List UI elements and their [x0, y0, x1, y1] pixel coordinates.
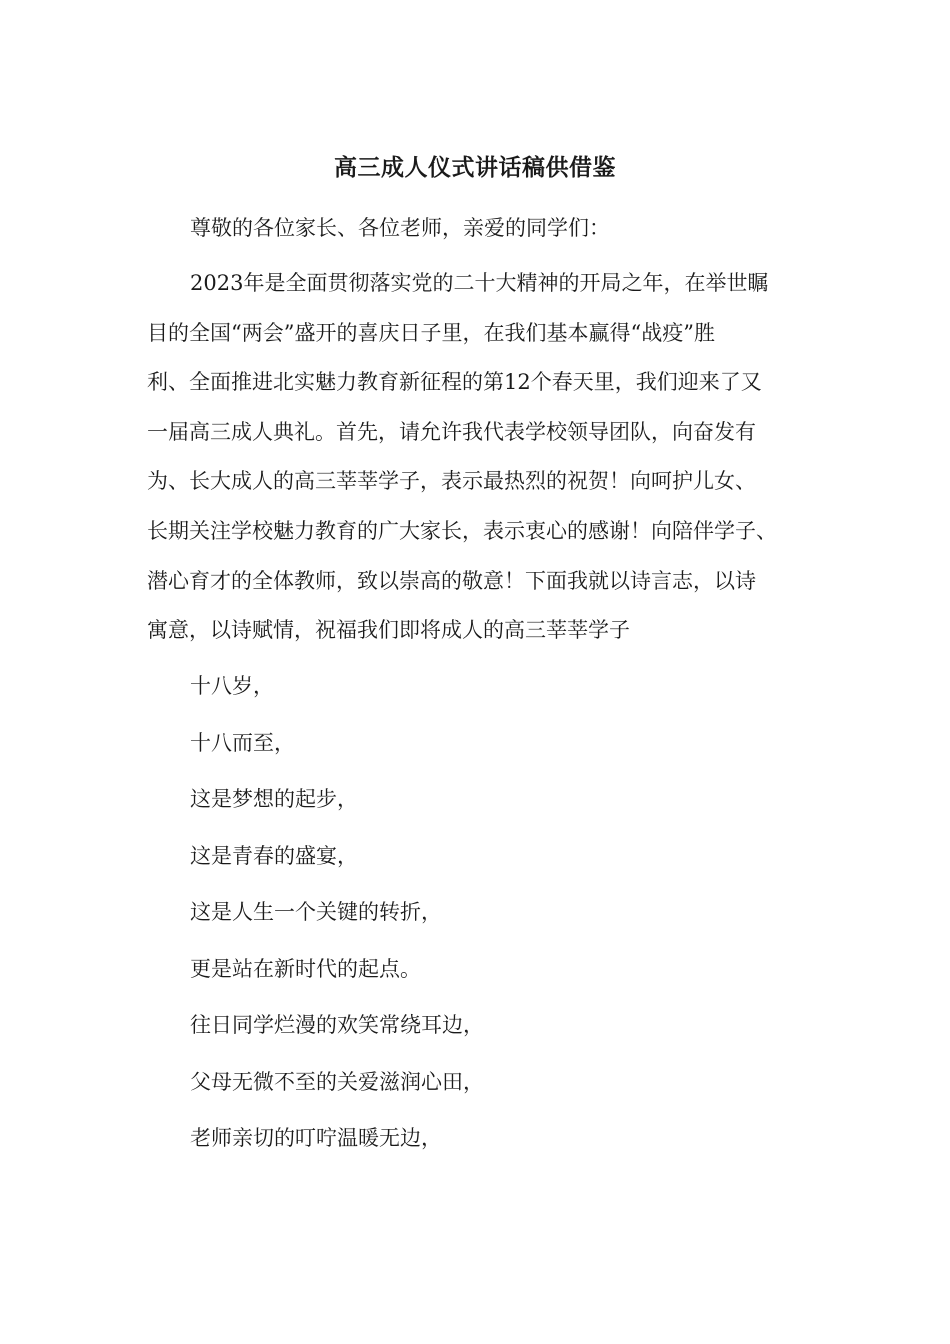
poem-line: 往日同学烂漫的欢笑常绕耳边， — [190, 1013, 484, 1037]
poem-line: 老师亲切的叮咛温暖无边， — [190, 1126, 442, 1150]
document-title: 高三成人仪式讲话稿供借鉴 — [334, 154, 616, 181]
paragraph-line: 为、长大成人的高三莘莘学子，表示最热烈的祝贺！向呵护儿女、 — [147, 469, 756, 494]
paragraph-line: 目的全国“两会”盛开的喜庆日子里，在我们基本赢得“战疫”胜 — [147, 320, 715, 345]
paragraph-line: 一届高三成人典礼。首先，请允许我代表学校领导团队，向奋发有 — [147, 419, 756, 444]
poem-line: 更是站在新时代的起点。 — [190, 956, 421, 981]
poem-line: 十八岁， — [190, 674, 274, 698]
poem-line: 这是梦想的起步， — [190, 787, 358, 811]
poem-line: 父母无微不至的关爱滋润心田， — [190, 1069, 484, 1094]
poem-line: 这是人生一个关键的转折， — [190, 900, 442, 924]
paragraph-line: 寓意，以诗赋情，祝福我们即将成人的高三莘莘学子 — [147, 618, 630, 643]
poem-line: 十八而至， — [190, 730, 295, 755]
poem-line: 这是青春的盛宴， — [190, 843, 358, 868]
paragraph-line: 潜心育才的全体教师，致以崇高的敬意！下面我就以诗言志，以诗 — [147, 568, 756, 593]
paragraph-line: 长期关注学校魅力教育的广大家长，表示衷心的感谢！向陪伴学子、 — [147, 518, 777, 543]
paragraph-line: 利、全面推进北实魅力教育新征程的第12个春天里，我们迎来了又 — [147, 370, 762, 395]
opening-paragraph — [147, 265, 812, 662]
paragraph-line: 2023年是全面贯彻落实党的二十大精神的开局之年，在举世瞩 — [190, 271, 769, 295]
salutation: 尊敬的各位家长、各位老师，亲爱的同学们： — [190, 216, 610, 240]
poem — [190, 668, 484, 1177]
